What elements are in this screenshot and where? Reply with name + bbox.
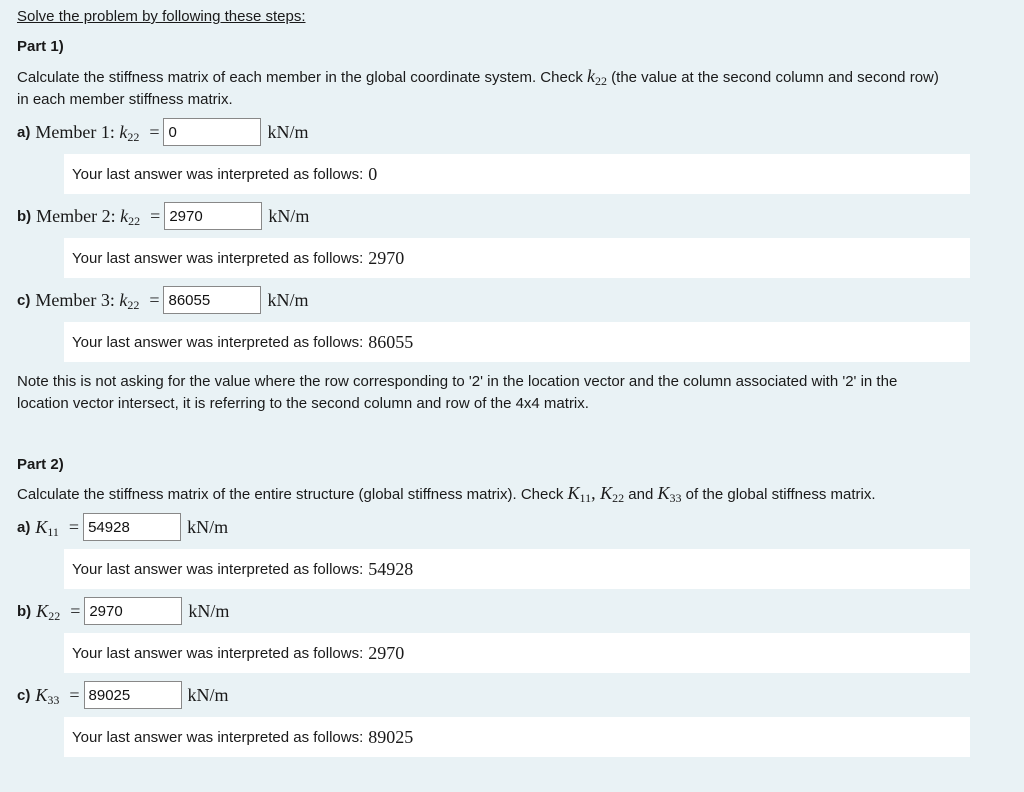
k22-math: $K_{22}$ bbox=[600, 483, 625, 505]
k11-input[interactable] bbox=[83, 513, 181, 541]
question-math: Member 2: $k_{22}$ bbox=[36, 205, 141, 228]
question-label: a) bbox=[17, 123, 31, 141]
question-label: b) bbox=[17, 207, 32, 225]
feedback-value: 2970 bbox=[368, 247, 405, 268]
question-math: $K_{33}$ bbox=[35, 684, 60, 707]
question-math: Member 1: $k_{22}$ bbox=[35, 121, 140, 144]
feedback-value: 0 bbox=[368, 163, 378, 184]
part1-note bbox=[17, 371, 1017, 415]
instructions-link[interactable]: Solve the problem by following these steps: bbox=[17, 8, 306, 25]
k11-math: $K_{11}$ bbox=[567, 483, 592, 505]
part2-question-c bbox=[17, 681, 229, 709]
feedback-value: 54928 bbox=[368, 558, 414, 579]
k11-feedback bbox=[64, 549, 970, 589]
member3-k22-input[interactable] bbox=[163, 286, 261, 314]
question-math: Member 3: $k_{22}$ bbox=[35, 289, 140, 312]
feedback-value: 2970 bbox=[368, 642, 405, 663]
equals-sign: = bbox=[149, 289, 160, 310]
k22-input[interactable] bbox=[84, 597, 182, 625]
part1-intro bbox=[17, 65, 1017, 111]
equals-sign: = bbox=[150, 205, 161, 226]
k33-feedback bbox=[64, 717, 970, 757]
question-math: $K_{22}$ bbox=[36, 600, 61, 623]
feedback-text: Your last answer was interpreted as follows: bbox=[72, 644, 364, 662]
member1-k22-input[interactable] bbox=[163, 118, 261, 146]
unit-label: kN/m bbox=[268, 205, 310, 226]
part1-intro-math: $k_{22}$ bbox=[587, 66, 607, 88]
question-label: a) bbox=[17, 518, 31, 536]
unit-label: kN/m bbox=[267, 289, 309, 310]
part1-intro-post: (the value at the second column and second row) bbox=[607, 69, 939, 86]
member3-feedback bbox=[64, 322, 970, 362]
question-math: $K_{11}$ bbox=[35, 516, 59, 539]
part2-question-a bbox=[17, 513, 228, 541]
k22-feedback bbox=[64, 633, 970, 673]
k33-math: $K_{33}$ bbox=[657, 483, 682, 505]
feedback-value: 86055 bbox=[368, 331, 414, 352]
feedback-text: Your last answer was interpreted as follows: bbox=[72, 333, 364, 351]
part2-title: Part 2) bbox=[17, 456, 64, 473]
equals-sign: = bbox=[68, 516, 80, 537]
feedback-text: Your last answer was interpreted as follows: bbox=[72, 560, 364, 578]
part1-question-a bbox=[17, 118, 309, 146]
note-line1: Note this is not asking for the value where the row corresponding to '2' in the location vector and the column associated with '2' in the bbox=[17, 373, 898, 390]
member2-feedback bbox=[64, 238, 970, 278]
feedback-text: Your last answer was interpreted as follows: bbox=[72, 728, 364, 746]
part1-title: Part 1) bbox=[17, 38, 64, 55]
unit-label: kN/m bbox=[267, 121, 309, 142]
member1-feedback bbox=[64, 154, 970, 194]
part2-intro: Calculate the stiffness matrix of the entire structure (global stiffness matrix). Check $K_{11}$, $K_{22}$ and $K_{33}$ of the global stiffness matrix. bbox=[17, 483, 876, 505]
equals-sign: = bbox=[69, 684, 80, 705]
part2-question-b bbox=[17, 597, 229, 625]
part1-intro-line2: in each member stiffness matrix. bbox=[17, 91, 233, 108]
part1-question-c bbox=[17, 286, 309, 314]
unit-label: kN/m bbox=[188, 600, 230, 621]
part2-intro-post: of the global stiffness matrix. bbox=[681, 486, 876, 503]
unit-label: kN/m bbox=[187, 684, 229, 705]
question-label: b) bbox=[17, 602, 32, 620]
note-line2: location vector intersect, it is referring to the second column and row of the 4x4 matrix. bbox=[17, 395, 589, 412]
member2-k22-input[interactable] bbox=[164, 202, 262, 230]
feedback-text: Your last answer was interpreted as follows: bbox=[72, 165, 364, 183]
unit-label: kN/m bbox=[187, 516, 229, 537]
question-label: c) bbox=[17, 686, 31, 704]
feedback-value: 89025 bbox=[368, 726, 414, 747]
equals-sign: = bbox=[149, 121, 160, 142]
part2-intro-pre: Calculate the stiffness matrix of the entire structure (global stiffness matrix). Check bbox=[17, 486, 568, 503]
equals-sign: = bbox=[70, 600, 81, 621]
k33-input[interactable] bbox=[84, 681, 182, 709]
feedback-text: Your last answer was interpreted as follows: bbox=[72, 249, 364, 267]
part1-question-b bbox=[17, 202, 309, 230]
question-label: c) bbox=[17, 291, 31, 309]
part1-intro-pre: Calculate the stiffness matrix of each member in the global coordinate system. Check bbox=[17, 69, 587, 86]
